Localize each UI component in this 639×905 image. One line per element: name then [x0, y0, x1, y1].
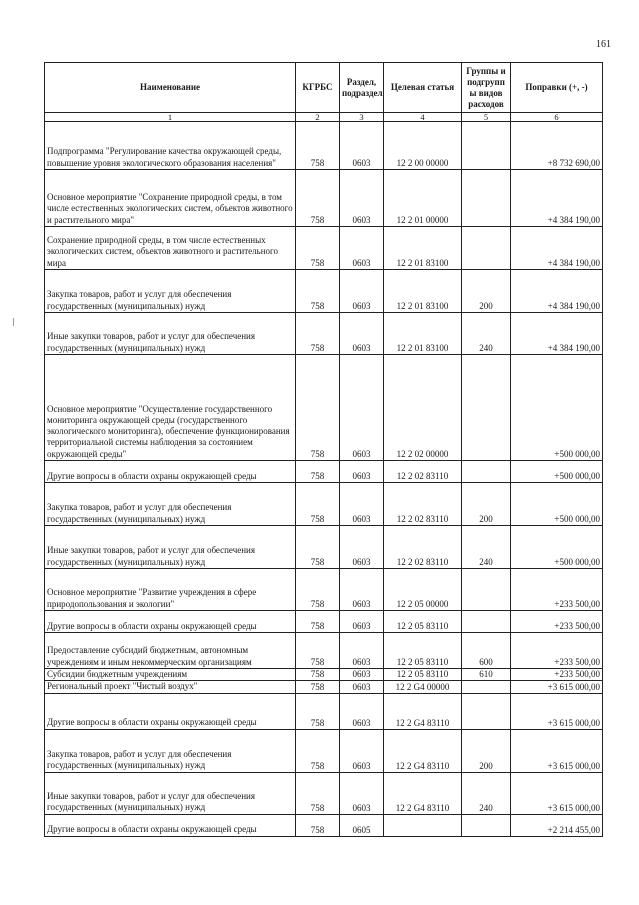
row-section: 0603	[340, 633, 384, 669]
row-kgrbs: 758	[296, 569, 340, 611]
row-kgrbs: 758	[296, 669, 340, 681]
row-section: 0603	[340, 772, 384, 814]
row-group	[462, 814, 511, 836]
row-amount: +3 615 000,00	[511, 681, 603, 693]
table-row	[45, 313, 603, 355]
table-row	[45, 633, 603, 669]
row-section: 0603	[340, 270, 384, 313]
row-kgrbs: 758	[296, 227, 340, 270]
table-row	[45, 526, 603, 569]
table-row	[45, 814, 603, 836]
header-target: Целевая статья	[384, 63, 462, 113]
row-group: 600	[462, 633, 511, 669]
row-name: Иные закупки товаров, работ и услуг для обеспечения государственных (муниципальных) нужд	[45, 772, 296, 814]
margin-mark	[13, 318, 14, 326]
row-name: Подпрограмма "Регулирование качества окружающей среды, повышение уровня экологического образования населения"	[45, 122, 296, 170]
row-amount: +3 615 000,00	[511, 772, 603, 814]
row-amount: +4 384 190,00	[511, 170, 603, 227]
row-section: 0603	[340, 313, 384, 355]
row-target: 12 2 05 83110	[384, 633, 462, 669]
row-group	[462, 355, 511, 461]
row-kgrbs: 758	[296, 814, 340, 836]
column-number: 6	[511, 113, 603, 122]
row-amount: +4 384 190,00	[511, 227, 603, 270]
budget-table	[44, 62, 603, 837]
column-number: 4	[384, 113, 462, 122]
row-group	[462, 461, 511, 483]
table-row	[45, 611, 603, 633]
row-target: 12 2 02 83110	[384, 483, 462, 526]
row-kgrbs: 758	[296, 611, 340, 633]
row-kgrbs: 758	[296, 270, 340, 313]
row-name: Закупка товаров, работ и услуг для обеспечения государственных (муниципальных) нужд	[45, 483, 296, 526]
table-row	[45, 772, 603, 814]
row-amount: +4 384 190,00	[511, 313, 603, 355]
row-name: Иные закупки товаров, работ и услуг для обеспечения государственных (муниципальных) нужд	[45, 526, 296, 569]
row-name: Другие вопросы в области охраны окружающей среды	[45, 693, 296, 729]
row-name: Основное мероприятие "Сохранение природной среды, в том числе естественных экологических систем, объектов животного и растительного мира"	[45, 170, 296, 227]
row-kgrbs: 758	[296, 122, 340, 170]
row-amount: +500 000,00	[511, 461, 603, 483]
row-target: 12 2 G4 00000	[384, 681, 462, 693]
row-name: Закупка товаров, работ и услуг для обеспечения государственных (муниципальных) нужд	[45, 729, 296, 772]
row-kgrbs: 758	[296, 355, 340, 461]
table-row	[45, 461, 603, 483]
header-groups: Группы и подгрупп ы видов расходов	[462, 63, 511, 113]
row-group	[462, 611, 511, 633]
row-kgrbs: 758	[296, 526, 340, 569]
row-section: 0605	[340, 814, 384, 836]
column-number: 3	[340, 113, 384, 122]
row-section: 0603	[340, 569, 384, 611]
column-number: 2	[296, 113, 340, 122]
row-amount: +500 000,00	[511, 526, 603, 569]
row-group: 240	[462, 313, 511, 355]
row-group	[462, 122, 511, 170]
row-group: 240	[462, 772, 511, 814]
row-target: 12 2 05 83110	[384, 611, 462, 633]
row-name: Предоставление субсидий бюджетным, автономным учреждениям и иным некоммерческим организациям	[45, 633, 296, 669]
row-target: 12 2 G4 83110	[384, 729, 462, 772]
row-group	[462, 681, 511, 693]
row-kgrbs: 758	[296, 772, 340, 814]
row-section: 0603	[340, 170, 384, 227]
table-row	[45, 681, 603, 693]
row-amount: +233 500,00	[511, 633, 603, 669]
row-name: Региональный проект "Чистый воздух"	[45, 681, 296, 693]
table-row	[45, 569, 603, 611]
row-amount: +2 214 455,00	[511, 814, 603, 836]
table-row	[45, 669, 603, 681]
row-group	[462, 170, 511, 227]
column-number: 5	[462, 113, 511, 122]
header-amendments: Поправки (+, -)	[511, 63, 603, 113]
column-number-row	[45, 113, 603, 122]
row-section: 0603	[340, 669, 384, 681]
row-target: 12 2 01 00000	[384, 170, 462, 227]
row-kgrbs: 758	[296, 693, 340, 729]
row-target: 12 2 G4 83110	[384, 693, 462, 729]
header-name: Наименование	[45, 63, 296, 113]
row-section: 0603	[340, 227, 384, 270]
row-target: 12 2 05 83110	[384, 669, 462, 681]
table-row	[45, 693, 603, 729]
column-number: 1	[45, 113, 296, 122]
row-kgrbs: 758	[296, 729, 340, 772]
header-kgrbs: КГРБС	[296, 63, 340, 113]
table-row	[45, 270, 603, 313]
row-group: 240	[462, 526, 511, 569]
table-row	[45, 729, 603, 772]
row-name: Иные закупки товаров, работ и услуг для обеспечения государственных (муниципальных) нужд	[45, 313, 296, 355]
row-group: 200	[462, 270, 511, 313]
row-target: 12 2 01 83100	[384, 227, 462, 270]
row-target: 12 2 00 00000	[384, 122, 462, 170]
row-kgrbs: 758	[296, 461, 340, 483]
row-kgrbs: 758	[296, 681, 340, 693]
header-section: Раздел, подраздел	[340, 63, 384, 113]
row-name: Субсидии бюджетным учреждениям	[45, 669, 296, 681]
row-section: 0603	[340, 693, 384, 729]
row-section: 0603	[340, 729, 384, 772]
row-amount: +233 500,00	[511, 611, 603, 633]
row-group: 610	[462, 669, 511, 681]
row-target: 12 2 05 00000	[384, 569, 462, 611]
row-name: Сохранение природной среды, в том числе естественных экологических систем, объектов животного и растительного мира	[45, 227, 296, 270]
table-row	[45, 227, 603, 270]
row-amount: +233 500,00	[511, 569, 603, 611]
row-group: 200	[462, 729, 511, 772]
row-name: Другие вопросы в области охраны окружающей среды	[45, 461, 296, 483]
row-amount: +3 615 000,00	[511, 693, 603, 729]
row-target: 12 2 G4 83110	[384, 772, 462, 814]
row-section: 0603	[340, 355, 384, 461]
table-row	[45, 122, 603, 170]
row-section: 0603	[340, 483, 384, 526]
row-amount: +500 000,00	[511, 483, 603, 526]
row-name: Основное мероприятие "Осуществление государственного мониторинга окружающей среды (государственного экологического мониторинга), обеспечение функционирования территориальной системы наблюдения за состоянием окружающей среды"	[45, 355, 296, 461]
row-amount: +4 384 190,00	[511, 270, 603, 313]
row-target: 12 2 01 83100	[384, 313, 462, 355]
row-target: 12 2 02 83110	[384, 526, 462, 569]
table-row	[45, 355, 603, 461]
row-kgrbs: 758	[296, 170, 340, 227]
row-target: 12 2 01 83100	[384, 270, 462, 313]
row-section: 0603	[340, 526, 384, 569]
row-name: Другие вопросы в области охраны окружающей среды	[45, 611, 296, 633]
row-section: 0603	[340, 611, 384, 633]
row-group	[462, 227, 511, 270]
row-amount: +3 615 000,00	[511, 729, 603, 772]
row-target: 12 2 02 00000	[384, 355, 462, 461]
row-kgrbs: 758	[296, 483, 340, 526]
row-target	[384, 814, 462, 836]
row-target: 12 2 02 83110	[384, 461, 462, 483]
row-kgrbs: 758	[296, 313, 340, 355]
row-section: 0603	[340, 681, 384, 693]
page-number: 161	[596, 39, 611, 50]
row-name: Закупка товаров, работ и услуг для обеспечения государственных (муниципальных) нужд	[45, 270, 296, 313]
row-name: Другие вопросы в области охраны окружающей среды	[45, 814, 296, 836]
row-amount: +8 732 690,00	[511, 122, 603, 170]
row-name: Основное мероприятие "Развитие учреждения в сфере природопользования и экологии"	[45, 569, 296, 611]
table-row	[45, 170, 603, 227]
row-kgrbs: 758	[296, 633, 340, 669]
row-amount: +500 000,00	[511, 355, 603, 461]
header-row	[45, 63, 603, 113]
row-amount: +233 500,00	[511, 669, 603, 681]
row-group	[462, 693, 511, 729]
table-row	[45, 483, 603, 526]
row-section: 0603	[340, 461, 384, 483]
row-group: 200	[462, 483, 511, 526]
row-group	[462, 569, 511, 611]
row-section: 0603	[340, 122, 384, 170]
